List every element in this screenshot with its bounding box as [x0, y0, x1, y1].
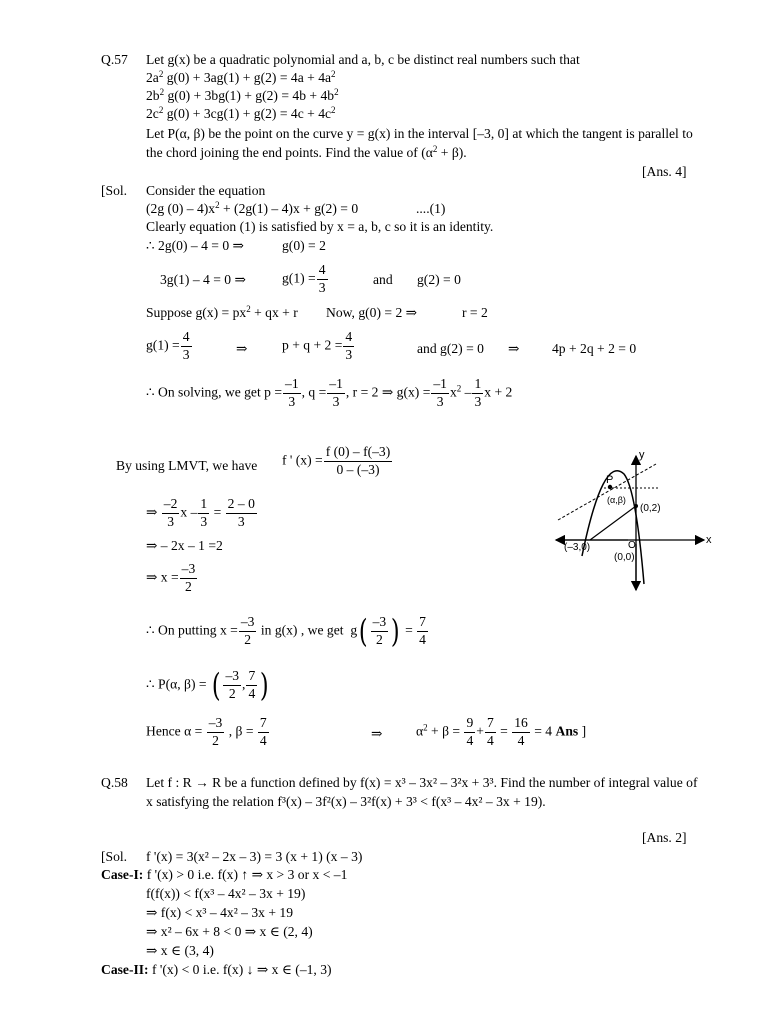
q57-line: the chord joining the end points. Find the value of $(\alpha^2 + \beta)$. — [146, 144, 467, 160]
sol-line: Now, g(0) = 2 ⇒ — [326, 305, 418, 320]
q58-number: Q.58 — [101, 775, 128, 790]
sol-line: f '(x) = 3(x² – 2x – 3) = 3 (x + 1) (x – 3) — [146, 849, 363, 864]
sol-line: By using LMVT, we have — [116, 458, 258, 473]
sol57-label: [Sol. — [101, 183, 128, 198]
sol-line: ⇒ x ∈ (3, 4) — [146, 943, 214, 958]
sol-line: ⇒ – 2x – 1 =2 — [146, 538, 223, 553]
origin-label: O — [628, 540, 636, 551]
parabola-graph — [548, 444, 718, 594]
point-02 — [634, 504, 638, 508]
sol-line: 3g(1) – 4 = 0 ⇒ — [160, 272, 246, 287]
point-02-label: (0,2) — [640, 503, 661, 514]
sol-fraction-line: p + q + 2 = $\frac{4}{3}$ — [282, 329, 353, 362]
sol-equation: (2g $(0) - 4)x^2 + (2g(1) - 4)x + g(2) = 0$ — [146, 200, 359, 216]
q57-equation: $2a^2$ $g(0) + 3ag(1) + g(2) = 4a + 4a^2$ — [146, 69, 336, 85]
sol-line: and — [373, 272, 393, 287]
origin-coord-label: (0,0) — [614, 552, 635, 563]
point-m30-label: (–3,0) — [564, 542, 591, 553]
sol-line: f(f(x)) < f(x³ – 4x² – 3x + 19) — [146, 886, 306, 901]
sol-fraction-line: ∴ On putting x = $\frac{-3}{2}$ in g(x) , we get g( $\frac{-3}{2}$ ) = $\frac{7}{4}$ — [146, 612, 426, 651]
sol58-label: [Sol. — [101, 849, 128, 864]
q57-line: Let P(α, β) be the point on the curve y = g(x) in the interval [–3, 0] at which the tangent is parallel to — [146, 126, 693, 141]
q57-number: Q.57 — [101, 52, 128, 67]
sol-line: ⇒ f(x) < x³ – 4x² – 3x + 19 — [146, 905, 294, 920]
sol-fraction-line: Hence α = $\frac{-3}{2}$ , β = $\frac{7}{4}$ — [146, 715, 267, 748]
x-axis-label: x — [706, 534, 712, 546]
q58-line: Let f : R → R be a function defined by f(x) = x³ – 3x² – 3²x + 3³. Find the number of integral value of — [146, 775, 698, 790]
sol-fraction-line: ⇒ x = $\frac{-3}{2}$ — [146, 561, 196, 594]
implies-symbol: ⇒ — [371, 726, 383, 741]
q58-answer: [Ans. 2] — [642, 830, 687, 845]
q58-line: x satisfying the relation f³(x) – 3f²(x) – 3²f(x) + 3³ < f(x³ – 4x² – 3x + 19). — [146, 794, 546, 809]
sol-line: ∴ 2g(0) – 4 = 0 ⇒ — [146, 238, 244, 253]
sol-line: Consider the equation — [146, 183, 266, 198]
sol-line: 4p + 2q + 2 = 0 — [552, 341, 637, 356]
sol-line: and g(2) = 0 — [417, 341, 484, 356]
equation-tag: ....(1) — [416, 201, 446, 216]
sol-line: g(0) = 2 — [282, 238, 326, 253]
y-axis-label: y — [639, 449, 645, 461]
point-p-label: P — [606, 474, 614, 486]
point-p-formula: ∴ P(α, β) = ( $\frac{-3}{2}$ , $\frac{7}{4}$ ) — [146, 666, 269, 705]
q57-line: Let g(x) be a quadratic polynomial and a, b, c be distinct real numbers such that — [146, 52, 580, 67]
sol-line: g(2) = 0 — [417, 272, 461, 287]
case-line: Case-II: f '(x) < 0 i.e. f(x) ↓ ⇒ x ∈ (–1, 3) — [101, 962, 332, 977]
q57-answer: [Ans. 4] — [642, 164, 687, 179]
implies-symbol: ⇒ — [508, 341, 520, 356]
case-line: Case-I: f '(x) > 0 i.e. f(x) ↑ ⇒ x > 3 or x < –1 — [101, 867, 348, 882]
sol-fraction-line: ⇒ $\frac{-2}{3}$ x – $\frac{1}{3}$ = $\frac{2 - 0}{3}$ — [146, 496, 255, 529]
sol-line: ⇒ x² – 6x + 8 < 0 ⇒ x ∈ (2, 4) — [146, 924, 313, 939]
implies-symbol: ⇒ — [236, 341, 248, 356]
sol-fraction-line: g(1) = $\frac{4}{3}$ — [282, 262, 326, 295]
q57-equation: $2c^2$ $g(0) + 3cg(1) + g(2) = 4c + 4c^2$ — [146, 105, 336, 121]
sol-line: Suppose $g(x) = px^2$ + qx + r — [146, 304, 298, 320]
sol-line: Clearly equation (1) is satisfied by x = a, b, c so it is an identity. — [146, 219, 494, 234]
chord-line — [590, 506, 636, 540]
sol-line: r = 2 — [462, 305, 488, 320]
q57-equation: $2b^2$ $g(0) + 3bg(1) + g(2) = 4b + 4b^2$ — [146, 87, 339, 103]
final-answer-line: $\alpha^2 + \beta$ = $\frac{9}{4}$ + $\frac{7}{4}$ = $\frac{16}{4}$ = 4 Ans ] — [416, 715, 587, 748]
alpha-beta-label: (α,β) — [607, 495, 626, 505]
sol-fraction-line: g(1) = $\frac{4}{3}$ — [146, 329, 190, 362]
sol-fraction-line: ∴ On solving, we get p = $\frac{-1}{3}$ , q = $\frac{-1}{3}$ , r = 2 ⇒ g(x) = $\frac{-1}{3}$ $x^2$ – $\frac{1}{3}$ x + 2 — [146, 376, 513, 409]
lmvt-formula: f ' (x) = $\frac{f (0) - f(-3)}{0 - (-3)}$ — [282, 444, 391, 477]
